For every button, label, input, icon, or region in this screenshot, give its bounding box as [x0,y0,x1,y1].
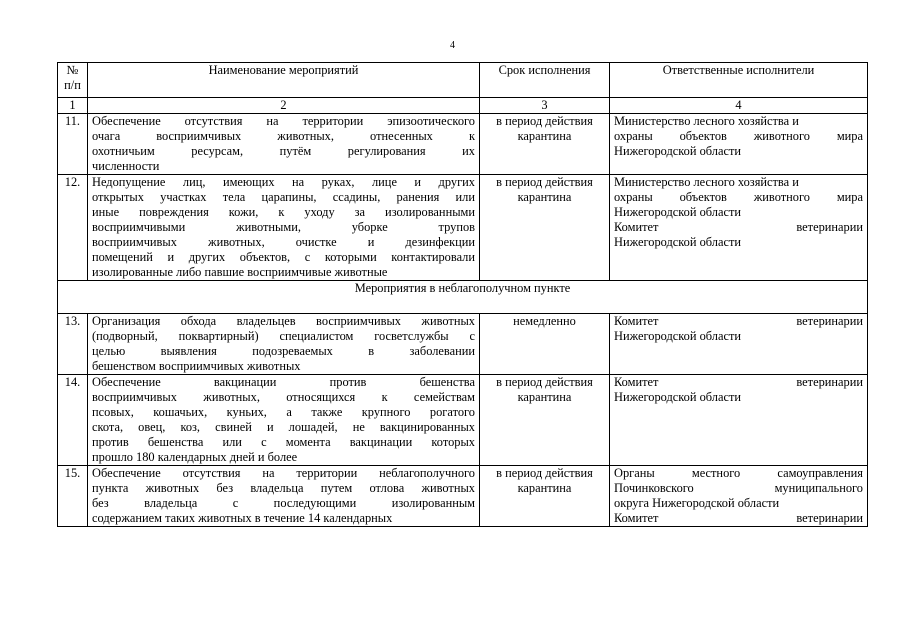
executor-line: Министерство лесного хозяйства и [614,175,799,189]
header-number-line1: № [66,63,79,77]
column-index-1: 1 [58,98,88,114]
executors [610,175,868,281]
term [480,314,610,375]
measure-name-line: очага восприимчивых животных, отнесенных к [92,129,475,143]
row-number: 11. [58,114,88,175]
header-term: Срок исполнения [480,63,610,98]
measure-name-line: Организация обхода владельцев восприимчивых животных [92,314,475,328]
measure-name-line: псовых, кошачьих, куньих, а также крупного рогатого [92,405,475,419]
row-number: 13. [58,314,88,375]
header-number-line2: п/п [64,78,81,92]
row-number: 14. [58,375,88,466]
executor-line: охраны объектов животного мира [614,190,863,204]
executor-line: Нижегородской области [614,235,742,249]
term-line: в период действия [496,466,593,480]
executor-line: Нижегородской области [614,329,742,343]
term-line: карантина [517,190,572,204]
table-row [58,314,868,375]
executors [610,314,868,375]
executor-line: Органы местного самоуправления [614,466,863,480]
table-row [58,466,868,527]
measure-name-line: охотничьим ресурсам, путём регулирования их [92,144,475,158]
term [480,466,610,527]
measure-name-line: восприимчивых животных, очистке и дезинфекции [92,235,475,249]
executor-line: округа Нижегородской области [614,496,780,510]
measure-name [88,175,480,281]
executor-line: Комитет ветеринарии [614,220,863,234]
measure-name-line: содержанием таких животных в течение 14 календарных [92,511,393,525]
executor-line: Комитет ветеринарии [614,375,863,389]
measure-name [88,114,480,175]
executors [610,375,868,466]
term-line: в период действия [496,114,593,128]
section-title: Мероприятия в неблагополучном пункте [58,281,868,314]
executor-line: Комитет ветеринарии [614,511,863,525]
measure-name-line: восприимчивых животных, относящихся к семействам [92,390,475,404]
measure-name-line: Обеспечение вакцинации против бешенства [92,375,475,389]
term-line: карантина [517,390,572,404]
measure-name-line: Обеспечение отсутствия на территории неблагополучного [92,466,475,480]
term-line: немедленно [513,314,576,328]
executor-line: Нижегородской области [614,390,742,404]
executor-line: Нижегородской области [614,205,742,219]
measure-name-line: иные повреждения кожи, к уходу за изолированными [92,205,475,219]
measure-name [88,375,480,466]
measure-name [88,466,480,527]
column-index-2: 2 [88,98,480,114]
measures-table [57,62,868,527]
measure-name-line: пункта животных без владельца путем отлова животных [92,481,475,495]
measure-name-line: Обеспечение отсутствия на территории эпизоотического [92,114,475,128]
page-number: 4 [450,40,455,51]
executor-line: охраны объектов животного мира [614,129,863,143]
executors [610,114,868,175]
executor-line: Нижегородской области [614,144,742,158]
measure-name-line: прошло 180 календарных дней и более [92,450,298,464]
header-executors: Ответственные исполнители [610,63,868,98]
table-row [58,114,868,175]
executor-line: Министерство лесного хозяйства и [614,114,799,128]
column-index-3: 3 [480,98,610,114]
header-number [58,63,88,98]
term-line: в период действия [496,175,593,189]
measure-name-line: численности [92,159,160,173]
measure-name [88,314,480,375]
term-line: в период действия [496,375,593,389]
table-row [58,375,868,466]
measure-name-line: Недопущение лиц, имеющих на руках, лице и других [92,175,475,189]
measure-name-line: целью выявления подозреваемых в заболевании [92,344,475,358]
executors [610,466,868,527]
section-row [58,281,868,314]
measure-name-line: скота, овец, коз, свиней и лошадей, не вакцинированных [92,420,475,434]
measure-name-line: помещений и других объектов, с которыми контактировали [92,250,475,264]
row-number: 15. [58,466,88,527]
measure-name-line: восприимчивыми животными, уборке трупов [92,220,475,234]
measure-name-line: изолированные либо павшие восприимчивые животные [92,265,388,279]
executor-line: Комитет ветеринарии [614,314,863,328]
term [480,175,610,281]
table-row [58,175,868,281]
term [480,114,610,175]
measure-name-line: (подворный, поквартирный) специалистом госветслужбы с [92,329,475,343]
measure-name-line: против бешенства или с момента вакцинации которых [92,435,475,449]
term-line: карантина [517,129,572,143]
measure-name-line: открытых участках тела царапины, ссадины, ранения или [92,190,475,204]
table-header-row [58,63,868,98]
executor-line: Починковского муниципального [614,481,863,495]
row-number: 12. [58,175,88,281]
header-measure-name: Наименование мероприятий [88,63,480,98]
measure-name-line: без владельца с последующими изолированным [92,496,475,510]
column-index-row [58,98,868,114]
measure-name-line: бешенством восприимчивых животных [92,359,301,373]
term [480,375,610,466]
column-index-4: 4 [610,98,868,114]
term-line: карантина [517,481,572,495]
